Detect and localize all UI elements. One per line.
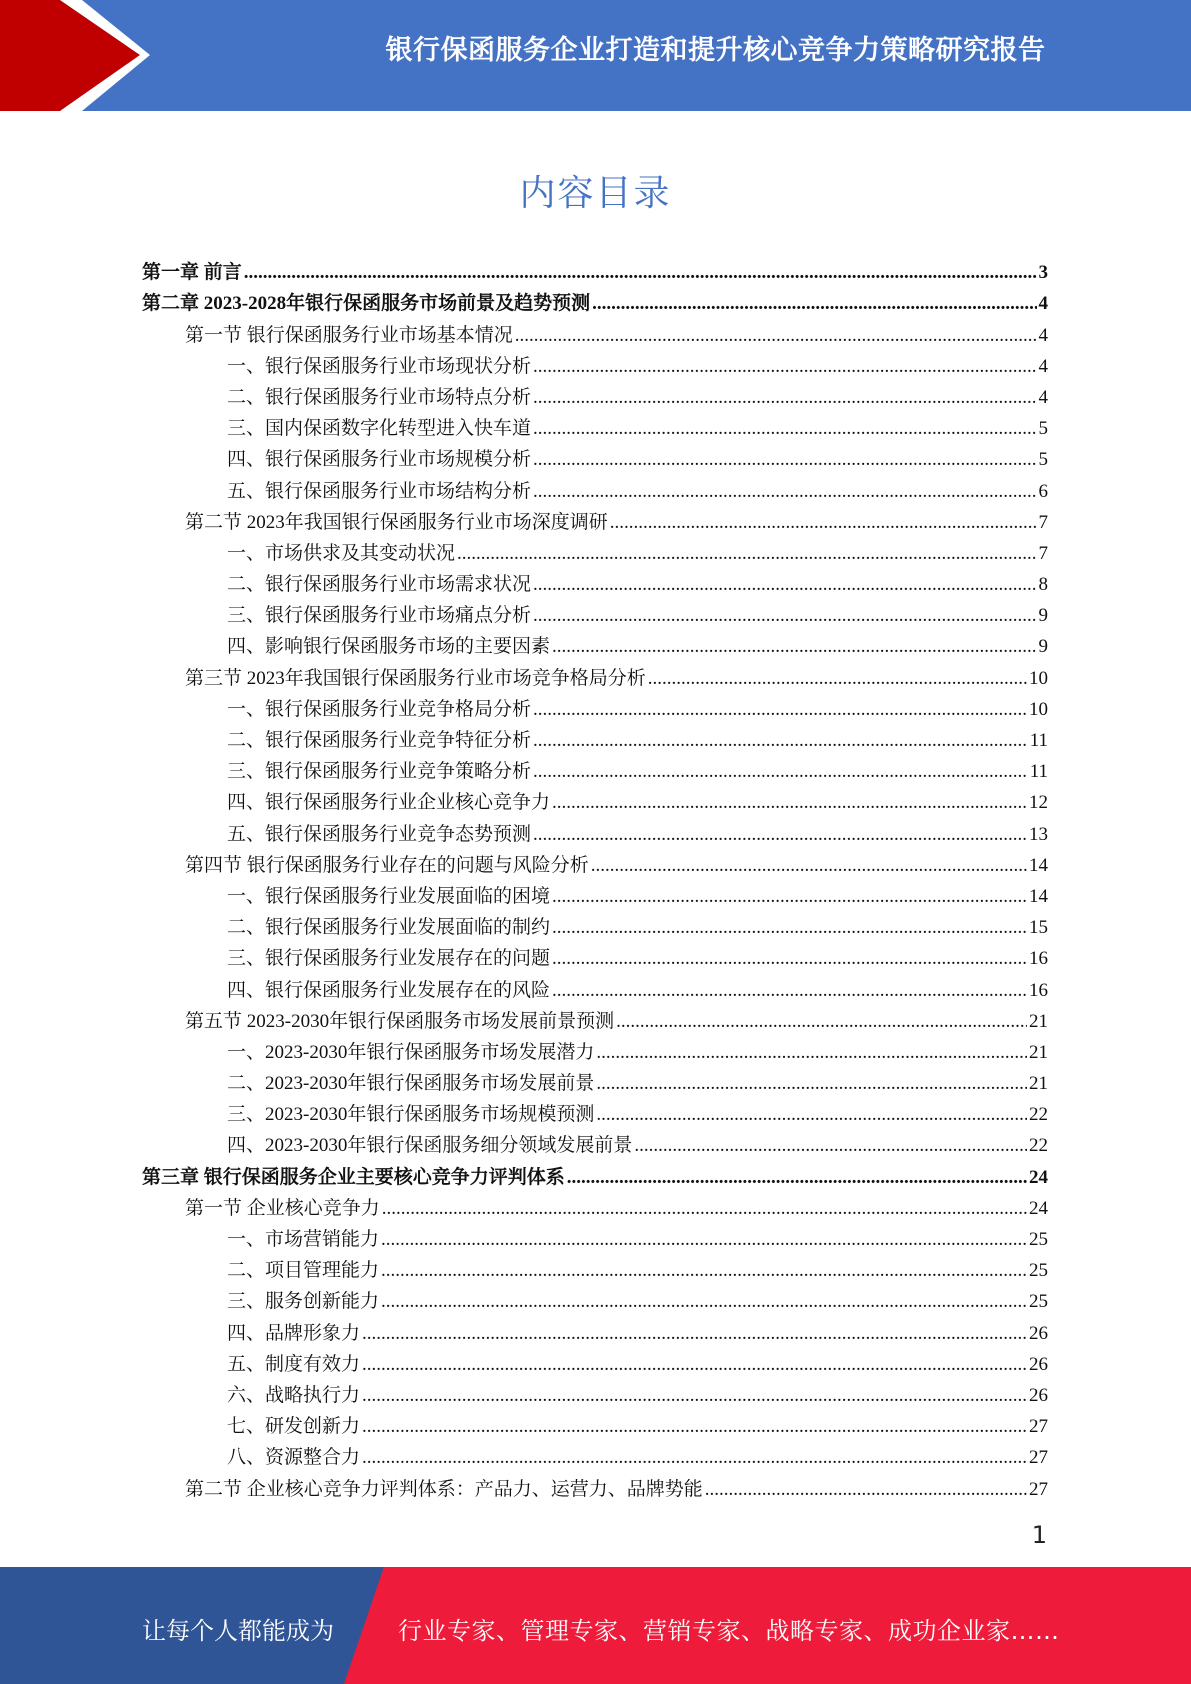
- toc-entry[interactable]: [142, 846, 1048, 877]
- toc-entry-label: 四、影响银行保函服务市场的主要因素: [227, 636, 551, 658]
- toc-entry-label: 一、市场供求及其变动状况: [227, 542, 456, 564]
- toc-dot-leader: [634, 1135, 1027, 1157]
- toc-entry-page: 11: [1029, 730, 1048, 751]
- footer-roles: 行业专家、管理专家、营销专家、战略专家、成功企业家……: [398, 1617, 1060, 1645]
- toc-entry[interactable]: [142, 1313, 1048, 1344]
- toc-entry-page: 24: [1029, 1197, 1048, 1219]
- toc-entry[interactable]: [142, 1189, 1048, 1220]
- toc-entry[interactable]: [142, 1002, 1048, 1033]
- toc-entry-page: 4: [1038, 355, 1048, 377]
- toc-entry-label: 三、银行保函服务行业竞争策略分析: [227, 761, 532, 783]
- toc-entry-page: 26: [1029, 1353, 1048, 1375]
- toc-entry-page: 11: [1029, 761, 1048, 783]
- header-arrow-decoration: [0, 0, 160, 111]
- toc-entry[interactable]: [142, 347, 1048, 378]
- toc-entry[interactable]: [142, 503, 1048, 534]
- toc-dot-leader: [533, 387, 1036, 409]
- toc-dot-leader: [381, 1260, 1027, 1282]
- toc-entry-label: 三、银行保函服务行业市场痛点分析: [227, 605, 532, 627]
- toc-entry-page: 7: [1038, 511, 1048, 533]
- toc-dot-leader: [533, 356, 1036, 378]
- toc-entry-label: 一、银行保函服务行业竞争格局分析: [227, 698, 532, 720]
- toc-dot-leader: [362, 1447, 1027, 1469]
- toc-entry-page: 21: [1029, 1010, 1048, 1032]
- toc-entry-page: 6: [1038, 480, 1048, 502]
- toc-entry[interactable]: [142, 939, 1048, 970]
- toc-entry-page: 15: [1029, 917, 1048, 939]
- toc-entry-label: 一、银行保函服务行业市场现状分析: [227, 355, 532, 377]
- toc-entry-page: 27: [1029, 1478, 1048, 1500]
- toc-entry-label: 二、银行保函服务行业市场特点分析: [227, 386, 532, 408]
- toc-entry[interactable]: [142, 1469, 1048, 1500]
- toc-entry-label: 第一节 企业核心竞争力: [185, 1197, 380, 1219]
- toc-entry-page: 25: [1029, 1229, 1048, 1250]
- toc-dot-leader: [552, 980, 1027, 1002]
- toc-entry-label: 四、银行保函服务行业企业核心竞争力: [227, 792, 551, 814]
- toc-entry[interactable]: [142, 471, 1048, 502]
- toc-entry-label: 二、银行保函服务行业市场需求状况: [227, 574, 532, 596]
- toc-entry-label: 第二节 2023年我国银行保函服务行业市场深度调研: [185, 511, 608, 533]
- toc-entry[interactable]: [142, 721, 1048, 752]
- toc-entry-page: 26: [1029, 1322, 1048, 1344]
- toc-entry-label: 二、2023-2030年银行保函服务市场发展前景: [227, 1073, 595, 1095]
- toc-entry-page: 4: [1038, 293, 1048, 315]
- toc-entry-page: 7: [1038, 542, 1048, 564]
- toc-dot-leader: [596, 1104, 1027, 1126]
- report-title: 银行保函服务企业打造和提升核心竞争力策略研究报告: [385, 35, 1046, 66]
- toc-entry-label: 第三章 银行保函服务企业主要核心竞争力评判体系: [142, 1166, 565, 1188]
- toc-entry-label: 六、战略执行力: [227, 1384, 361, 1406]
- toc-entry[interactable]: [142, 565, 1048, 596]
- toc-entry[interactable]: [142, 534, 1048, 565]
- toc-dot-leader: [362, 1416, 1027, 1438]
- toc-entry-label: 第一节 银行保函服务行业市场基本情况: [185, 324, 513, 346]
- toc-entry-page: 5: [1038, 418, 1048, 440]
- toc-entry[interactable]: [142, 690, 1048, 721]
- toc-entry-page: 27: [1029, 1416, 1048, 1438]
- toc-entry-page: 10: [1029, 667, 1048, 689]
- toc-entry-label: 一、市场营销能力: [227, 1229, 380, 1250]
- toc-entry[interactable]: [142, 1095, 1048, 1126]
- toc-dot-leader: [533, 699, 1027, 721]
- toc-dot-leader: [552, 636, 1036, 658]
- toc-entry-page: 8: [1038, 574, 1048, 596]
- toc-entry[interactable]: [142, 253, 1048, 284]
- toc-entry[interactable]: [142, 1376, 1048, 1407]
- toc-dot-leader: [362, 1323, 1027, 1345]
- toc-entry-page: 5: [1038, 449, 1048, 471]
- toc-entry-page: 3: [1038, 262, 1048, 284]
- toc-entry[interactable]: [142, 627, 1048, 658]
- toc-dot-leader: [552, 917, 1027, 939]
- toc-dot-leader: [552, 948, 1027, 970]
- toc-dot-leader: [592, 293, 1036, 315]
- toc-entry-label: 五、银行保函服务行业竞争态势预测: [227, 823, 532, 845]
- toc-entry[interactable]: [142, 783, 1048, 814]
- toc-entry-label: 一、2023-2030年银行保函服务市场发展潜力: [227, 1041, 595, 1063]
- toc-dot-leader: [515, 325, 1037, 347]
- toc-dot-leader: [533, 449, 1036, 471]
- toc-entry-label: 四、银行保函服务行业市场规模分析: [227, 449, 532, 471]
- toc-entry-label: 二、银行保函服务行业发展面临的制约: [227, 917, 551, 939]
- toc-entry-label: 五、银行保函服务行业市场结构分析: [227, 480, 532, 502]
- page-footer: [0, 1567, 1191, 1684]
- toc-entry-label: 第四节 银行保函服务行业存在的问题与风险分析: [185, 854, 589, 876]
- toc-entry-label: 五、制度有效力: [227, 1353, 361, 1375]
- toc-entry[interactable]: [142, 1064, 1048, 1095]
- toc-entry-label: 四、银行保函服务行业发展存在的风险: [227, 979, 551, 1001]
- toc-dot-leader: [457, 543, 1036, 565]
- toc-dot-leader: [362, 1354, 1027, 1376]
- toc-entry[interactable]: [142, 1220, 1048, 1251]
- toc-entry-page: 22: [1029, 1135, 1048, 1157]
- toc-entry-label: 三、国内保函数字化转型进入快车道: [227, 418, 532, 440]
- toc-dot-leader: [533, 481, 1036, 503]
- toc-entry-label: 三、银行保函服务行业发展存在的问题: [227, 948, 551, 970]
- toc-entry-page: 27: [1029, 1447, 1048, 1469]
- toc-entry[interactable]: [142, 596, 1048, 627]
- toc-dot-leader: [362, 1385, 1027, 1407]
- toc-entry-page: 16: [1029, 948, 1048, 970]
- toc-entry[interactable]: [142, 1345, 1048, 1376]
- toc-entry-page: 21: [1029, 1041, 1048, 1063]
- toc-entry[interactable]: [142, 1157, 1048, 1188]
- toc-entry-label: 三、2023-2030年银行保函服务市场规模预测: [227, 1104, 595, 1126]
- toc-dot-leader: [533, 730, 1028, 752]
- toc-entry[interactable]: [142, 970, 1048, 1001]
- toc-entry-page: 4: [1038, 386, 1048, 408]
- toc-dot-leader: [596, 1073, 1027, 1095]
- toc-entry-label: 四、品牌形象力: [227, 1322, 361, 1344]
- toc-entry-page: 10: [1029, 698, 1048, 720]
- toc-entry[interactable]: [142, 658, 1048, 689]
- toc-dot-leader: [533, 605, 1036, 627]
- toc-entry[interactable]: [142, 315, 1048, 346]
- toc-entry-page: 9: [1038, 636, 1048, 658]
- toc-entry-label: 四、2023-2030年银行保函服务细分领域发展前景: [227, 1135, 633, 1157]
- toc-entry-page: 25: [1029, 1291, 1048, 1313]
- toc-dot-leader: [610, 512, 1037, 534]
- toc-entry[interactable]: [142, 378, 1048, 409]
- toc-entry-page: 24: [1029, 1166, 1048, 1188]
- toc-entry[interactable]: [142, 814, 1048, 845]
- toc-entry[interactable]: [142, 409, 1048, 440]
- toc-entry[interactable]: [142, 1126, 1048, 1157]
- toc-entry[interactable]: [142, 752, 1048, 783]
- toc-dot-leader: [533, 824, 1027, 846]
- toc-entry[interactable]: [142, 1282, 1048, 1313]
- toc-entry-label: 八、资源整合力: [227, 1447, 361, 1469]
- toc-entry-label: 第二节 企业核心竞争力评判体系：产品力、运营力、品牌势能: [185, 1478, 703, 1500]
- toc-dot-leader: [552, 792, 1027, 814]
- toc-entry-page: 4: [1038, 324, 1048, 346]
- toc-dot-leader: [596, 1042, 1027, 1064]
- toc-entry-label: 第五节 2023-2030年银行保函服务市场发展前景预测: [185, 1010, 615, 1032]
- toc-dot-leader: [381, 1291, 1027, 1313]
- toc-entry-page: 26: [1029, 1384, 1048, 1406]
- toc-entry[interactable]: [142, 1033, 1048, 1064]
- toc-dot-leader: [533, 418, 1036, 440]
- toc-entry[interactable]: [142, 1407, 1048, 1438]
- toc-entry-label: 七、研发创新力: [227, 1416, 361, 1438]
- toc-entry-label: 第二章 2023-2028年银行保函服务市场前景及趋势预测: [142, 293, 591, 315]
- toc-entry-label: 三、服务创新能力: [227, 1291, 380, 1313]
- toc-entry[interactable]: [142, 440, 1048, 471]
- toc-dot-leader: [382, 1198, 1027, 1220]
- table-of-contents: [142, 253, 1048, 1501]
- toc-entry[interactable]: [142, 1251, 1048, 1282]
- toc-entry-label: 第一章 前言: [142, 262, 242, 284]
- toc-heading: 内容目录: [519, 173, 672, 214]
- toc-dot-leader: [567, 1167, 1027, 1189]
- page-number: 1: [1031, 1521, 1047, 1549]
- toc-entry-page: 13: [1029, 823, 1048, 845]
- toc-entry[interactable]: [142, 284, 1048, 315]
- toc-entry-label: 二、项目管理能力: [227, 1260, 380, 1282]
- toc-entry-label: 第三节 2023年我国银行保函服务行业市场竞争格局分析: [185, 667, 646, 689]
- toc-dot-leader: [648, 668, 1027, 690]
- toc-dot-leader: [616, 1011, 1027, 1033]
- toc-entry-page: 12: [1029, 792, 1048, 814]
- toc-dot-leader: [244, 262, 1037, 284]
- toc-dot-leader: [533, 574, 1036, 596]
- toc-entry[interactable]: [142, 1438, 1048, 1469]
- toc-entry-page: 14: [1029, 854, 1048, 876]
- toc-entry-page: 14: [1029, 885, 1048, 907]
- toc-entry-label: 二、银行保函服务行业竞争特征分析: [227, 730, 532, 751]
- toc-dot-leader: [552, 886, 1027, 908]
- toc-entry-page: 21: [1029, 1073, 1048, 1095]
- toc-dot-leader: [705, 1479, 1027, 1501]
- toc-entry-page: 25: [1029, 1260, 1048, 1282]
- toc-entry-page: 16: [1029, 979, 1048, 1001]
- toc-entry[interactable]: [142, 908, 1048, 939]
- toc-entry-page: 22: [1029, 1104, 1048, 1126]
- toc-dot-leader: [533, 761, 1028, 783]
- toc-dot-leader: [381, 1229, 1027, 1251]
- toc-entry-page: 9: [1038, 605, 1048, 627]
- toc-entry-label: 一、银行保函服务行业发展面临的困境: [227, 885, 551, 907]
- toc-entry[interactable]: [142, 877, 1048, 908]
- footer-slogan: 让每个人都能成为: [142, 1617, 334, 1645]
- page-header: [0, 0, 1191, 111]
- toc-dot-leader: [591, 855, 1027, 877]
